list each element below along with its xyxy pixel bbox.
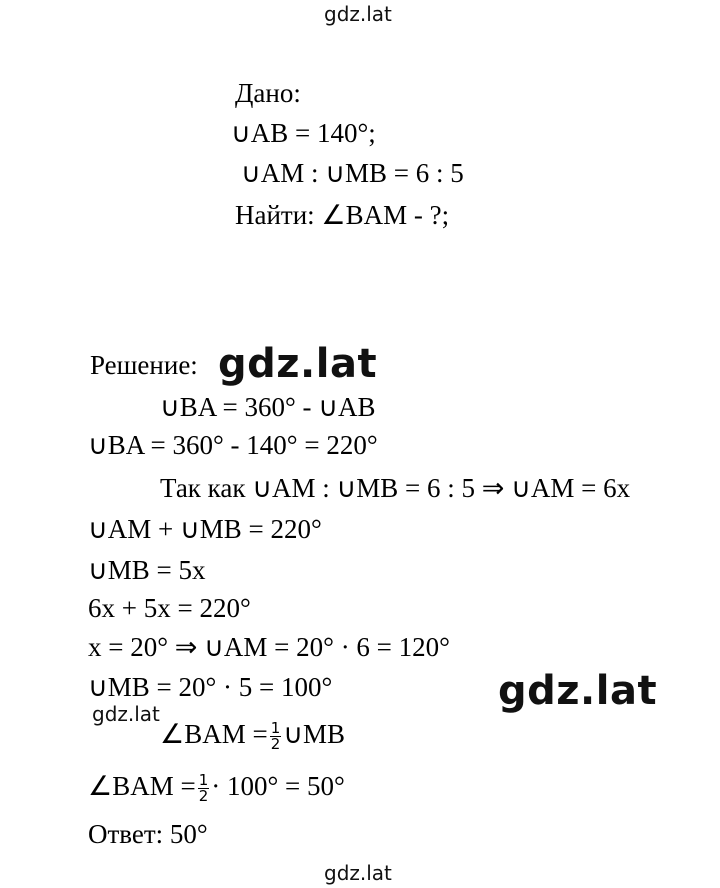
- arc-mb-label: ∪MB: [283, 719, 346, 749]
- angle-bam-label: ∠BAM =: [160, 719, 268, 749]
- watermark-bottom: gdz.lat: [324, 861, 392, 885]
- fraction-numerator: 1: [270, 719, 281, 738]
- watermark-top: gdz.lat: [324, 2, 392, 26]
- solution-line-6: 6x + 5x = 220°: [88, 593, 251, 623]
- solution-line-5: ∪MB = 5x: [88, 555, 206, 585]
- given-heading: Дано:: [235, 78, 301, 108]
- result-expression: · 100° = 50°: [211, 771, 345, 801]
- given-arc-ab: ∪AB = 140°;: [231, 118, 376, 148]
- watermark-left: gdz.lat: [92, 702, 160, 726]
- given-arc-ratio: ∪AM : ∪MB = 6 : 5: [241, 158, 464, 188]
- watermark-right: gdz.lat: [498, 668, 658, 714]
- solution-line-4: ∪AM + ∪MB = 220°: [88, 514, 322, 544]
- fraction-one-half: [270, 721, 282, 752]
- solution-line-2: ∪BA = 360° - 140° = 220°: [88, 430, 378, 460]
- fraction-numerator-2: 1: [198, 771, 209, 790]
- answer: Ответ: 50°: [88, 819, 208, 849]
- solution-line-9: [160, 719, 345, 752]
- solution-line-7: x = 20° ⇒ ∪AM = 20° · 6 = 120°: [88, 632, 450, 662]
- solution-line-3: Так как ∪AM : ∪MB = 6 : 5 ⇒ ∪AM = 6x: [160, 473, 631, 503]
- fraction-denominator-2: 2: [198, 787, 209, 806]
- fraction-denominator: 2: [270, 735, 281, 754]
- find-angle: Найти: ∠BAM - ?;: [235, 200, 450, 230]
- solution-line-10: [88, 771, 345, 804]
- fraction-one-half-2: [198, 773, 210, 804]
- solution-line-1: ∪BA = 360° - ∪AB: [160, 392, 376, 422]
- watermark-solution: gdz.lat: [218, 341, 378, 387]
- solution-line-8: ∪MB = 20° · 5 = 100°: [88, 672, 333, 702]
- angle-bam-label-2: ∠BAM =: [88, 771, 196, 801]
- solution-heading: Решение:: [90, 350, 198, 380]
